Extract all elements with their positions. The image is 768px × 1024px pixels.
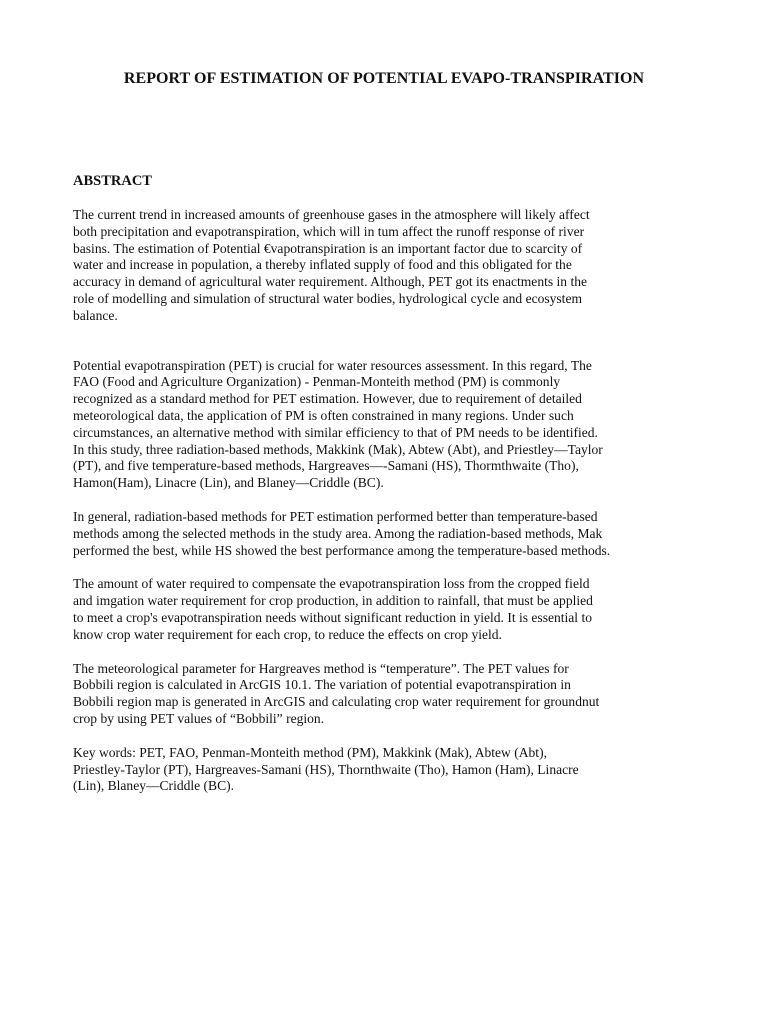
paragraph-2 [73,358,697,492]
text-line: FAO (Food and Agriculture Organization) - Penman-Monteith method (PM) is commonly [73,374,561,390]
paragraph-5 [73,661,697,728]
text-line: Priestley-Taylor (PT), Hargreaves-Samani (HS), Thornthwaite (Tho), Hamon (Ham), Linacre [73,761,579,777]
text-line: balance. [73,307,118,323]
text-line: methods among the selected methods in the study area. Among the radiation-based methods, Mak [73,525,603,541]
text-line: know crop water requirement for each crop, to reduce the effects on crop yield. [73,626,502,642]
text-line: both precipitation and evapotranspiration, which will in tum affect the runoff response of river [73,223,585,239]
text-line: The current trend in increased amounts of greenhouse gases in the atmosphere will likely affect [73,207,590,222]
text-line: In this study, three radiation-based methods, Makkink (Mak), Abtew (Abt), and Priestley—Taylor [73,441,603,457]
keywords-paragraph [73,745,697,795]
text-line: The meteorological parameter for Hargreaves method is “temperature”. The PET values for [73,660,569,676]
paragraph-1 [73,207,697,325]
paragraph-4 [73,576,697,643]
abstract-heading: ABSTRACT [73,173,152,189]
text-line: Bobbili region map is generated in ArcGIS and calculating crop water requirement for groundnut [73,694,600,710]
text-line: (Lin), Blaney—Criddle (BC). [73,778,235,794]
text-line: basins. The estimation of Potential €vapotranspiration is an important factor due to scarcity of [73,240,583,256]
text-line: Bobbili region is calculated in ArcGIS 10.1. The variation of potential evapotranspiration in [73,677,571,693]
text-line: (PT), and five temperature-based methods, Hargreaves—-Samani (HS), Thormthwaite (Tho), [73,458,579,474]
text-line: water and increase in population, a thereby inflated supply of food and this obligated for the [73,257,572,273]
document-title: REPORT OF ESTIMATION OF POTENTIAL EVAPO-TRANSPIRATION [123,70,645,87]
text-line: recognized as a standard method for PET estimation. However, due to requirement of detailed [73,391,582,407]
text-line: circumstances, an alternative method with similar efficiency to that of PM needs to be identified. [73,424,598,440]
text-line: role of modelling and simulation of structural water bodies, hydrological cycle and ecosystem [73,290,582,306]
paragraph-3 [73,509,697,559]
text-line: and imgation water requirement for crop production, in addition to rainfall, that must be applied [73,593,593,609]
text-line: Hamon(Ham), Linacre (Lin), and Blaney—Criddle (BC). [73,475,384,491]
document-body [73,172,697,812]
text-line: performed the best, while HS showed the best performance among the temperature-based methods. [73,542,611,558]
text-line: The amount of water required to compensate the evapotranspiration loss from the cropped field [73,576,590,592]
text-line: accuracy in demand of agricultural water requirement. Although, PET got its enactments in the [73,274,587,290]
text-line: meteorological data, the application of PM is often constrained in many regions. Under such [73,407,574,423]
text-line: to meet a crop's evapotranspiration needs without significant reduction in yield. It is essential to [73,609,592,625]
text-line: Key words: PET, FAO, Penman-Monteith method (PM), Makkink (Mak), Abtew (Abt), [73,744,547,760]
text-line: Potential evapotranspiration (PET) is crucial for water resources assessment. In this regard, The [73,357,592,373]
text-line: crop by using PET values of “Bobbili” region. [73,710,325,726]
text-line: In general, radiation-based methods for PET estimation performed better than temperature-based [73,508,598,524]
